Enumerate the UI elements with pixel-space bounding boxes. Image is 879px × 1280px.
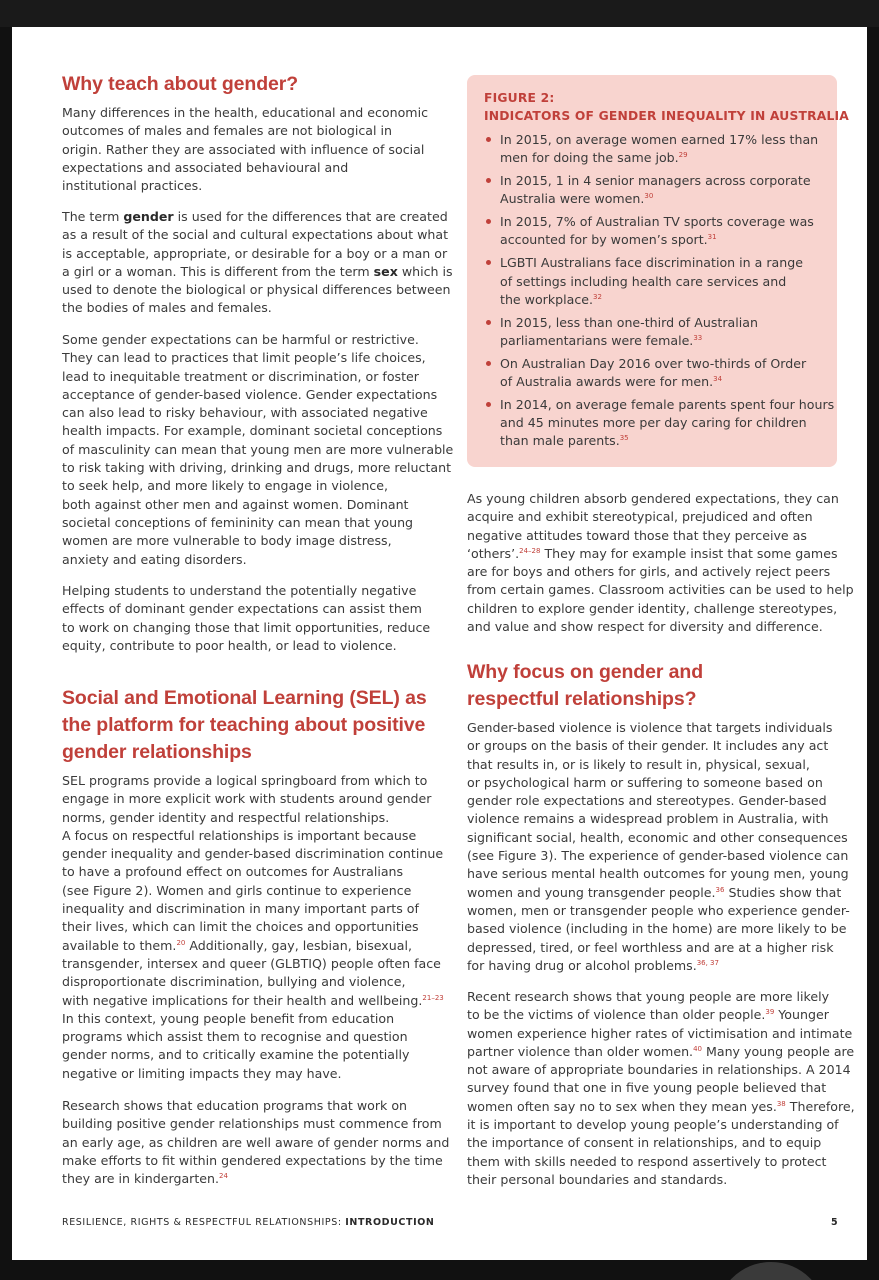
footer-title: RESILIENCE, RIGHTS & RESPECTFUL RELATIONSHIPS: INTRODUCTION — [62, 1217, 435, 1228]
citation-ref: 24 — [219, 1172, 228, 1181]
citation-ref: 36 — [715, 885, 725, 894]
bullet-icon — [486, 361, 491, 366]
citation-ref: 40 — [693, 1044, 702, 1053]
figure-2-box — [467, 75, 850, 467]
top-bar — [0, 0, 879, 27]
citation-ref: 38 — [776, 1099, 786, 1108]
bullet-icon — [486, 320, 491, 325]
bullet-icon — [486, 178, 491, 183]
figure-title: INDICATORS OF GENDER INEQUALITY IN AUSTRALIA — [484, 109, 850, 123]
list-item: In 2015, less than one-third of Australian parliamentarians were female.$^{33}$ — [484, 314, 824, 351]
figure-label: FIGURE 2: — [484, 91, 555, 105]
citation-ref: 21–23 — [422, 993, 444, 1002]
scroll-handle[interactable] — [716, 1262, 826, 1280]
list-item: In 2015, 1 in 4 senior managers across corporate Australia were women.$^{30}$ — [484, 172, 824, 209]
list-item: In 2015, 7% of Australian TV sports coverage was accounted for by women’s sport.$^{31}$ — [484, 213, 824, 250]
paragraph-helping-students: Helping students to understand the potentially negative effects of dominant gender expectations can assist them to work on changing those that limit opportunities, reduce equity, contribute to poor health, or lead to violence. — [62, 583, 431, 653]
document-page — [12, 27, 867, 1260]
paragraph-young-children: As young children absorb gendered expectations, they can acquire and exhibit stereotypical, prejudiced and often negative attitudes toward those that they perceive as ‘others’.$^{24-28}$ They may for example insist that some games are for boys and others for girls, and actively reject peers from certain games. Classroom activities can be used to help children to explore gender identity, challenge stereotypes, and value and show respect for diversity and difference. — [467, 491, 854, 635]
figure-bullet-list — [484, 131, 835, 455]
heading-why-teach-gender: Why teach about gender? — [62, 73, 299, 95]
bullet-icon — [486, 402, 491, 407]
paragraph-research-early-age: Research shows that education programs that work on building positive gender relationships must commence from an early age, as children are well aware of gender norms and make efforts to fit within gendered expectations by the time they are in kindergarten.$^{24}$ — [62, 1098, 450, 1187]
citation-ref: 39 — [765, 1008, 775, 1017]
citation-ref: 24–28 — [519, 546, 541, 555]
list-item: On Australian Day 2016 over two-thirds of Order of Australia awards were for men.$^{34}$ — [484, 355, 824, 392]
paragraph-differences: Many differences in the health, educational and economic outcomes of males and females are not biological in origin. Rather they are associated with influence of social expectations and associated behavioural and institutional practices. — [62, 105, 428, 194]
list-item: LGBTI Australians face discrimination in a range of settings including health care services and the workplace.$^{32}$ — [484, 254, 824, 309]
list-item: In 2014, on average female parents spent four hours and 45 minutes more per day caring for children than male parents.$^{35}$ — [484, 396, 824, 451]
bullet-icon — [486, 260, 491, 265]
page-number: 5 — [831, 1217, 838, 1228]
bottom-bar — [0, 1260, 879, 1280]
bullet-icon — [486, 219, 491, 224]
heading-why-focus: Why focus on gender and respectful relationships? — [467, 661, 704, 710]
paragraph-gender-expectations: Some gender expectations can be harmful or restrictive. They can lead to practices that limit people’s life choices, lead to inequitable treatment or discrimination, or foster acceptance of gender-based violence. Gender expectations can also lead to risky behaviour, with associated negative health impacts. For example, dominant societal conceptions of masculinity can mean that young men are more vulnerable to risk taking with driving, drinking and drugs, more reluctant to seek help, and more likely to engage in violence, both against other men and against women. Dominant societal conceptions of femininity can mean that young women are more vulnerable to body image distress, anxiety and eating disorders. — [62, 332, 454, 567]
paragraph-gender-definition: The term gender is used for the differences that are created as a result of the social and cultural expectations about what is acceptable, appropriate, or desirable for a boy or a man or a girl or a woman. This is different from the term sex which is used to denote the biological or physical differences between the bodies of males and females. — [62, 209, 453, 316]
paragraph-recent-research: Recent research shows that young people are more likely to be the victims of violence than older people.$^{39}$ Younger women experience higher rates of victimisation and intimate partner violence than older women.$^{40}$ Many young people are not aware of appropriate boundaries in relationships. A 2014 survey found that one in five young people believed that women often say no to sex when they mean yes.$^{38}$ Therefore, it is important to develop young people’s understanding of the importance of consent in relationships, and to equip them with skills needed to respond assertively to protect their personal boundaries and standards. — [467, 989, 855, 1187]
citation-ref: 36, 37 — [696, 958, 719, 967]
paragraph-gender-based-violence: Gender-based violence is violence that targets individuals or groups on the basis of their gender. It includes any act that results in, or is likely to result in, physical, sexual, or psychological harm or suffering to someone based on gender role expectations and stereotypes. Gender-based violence remains a widespread problem in Australia, with significant social, health, economic and other consequences (see Figure 3). The experience of gender-based violence can have serious mental health outcomes for young men, young women and young transgender people.$^{36}$ Studies show that women, men or transgender people who experience gender- based violence (including in the home) are more likely to be depressed, tired, or feel worthless and are at a higher risk for having drug or alcohol problems.$^{36, 37}$ — [467, 720, 850, 973]
bullet-icon — [486, 137, 491, 142]
paragraph-sel-programs: SEL programs provide a logical springboard from which to engage in more explicit work with students around gender norms, gender identity and respectful relationships. A focus on respectful relationships is important because gender inequality and gender-based discrimination continue to have a profound effect on outcomes for Australians (see Figure 2). Women and girls continue to experience inequality and discrimination in many important parts of their lives, which can limit the choices and opportunities available to them.$^{20}$ Additionally, gay, lesbian, bisexual, transgender, intersex and queer (GLBTIQ) people often face disproportionate discrimination, bullying and violence, with negative implications for their health and wellbeing.$^{21-23}$ In this context, young people benefit from education programs which assist them to recognise and question gender norms, and to critically examine the potentially negative or limiting impacts they may have. — [62, 773, 444, 1081]
list-item: In 2015, on average women earned 17% less than men for doing the same job.$^{29}$ — [484, 131, 824, 168]
citation-ref: 20 — [176, 938, 186, 947]
heading-sel-platform: Social and Emotional Learning (SEL) as the platform for teaching about positive gender relationships — [62, 687, 427, 763]
